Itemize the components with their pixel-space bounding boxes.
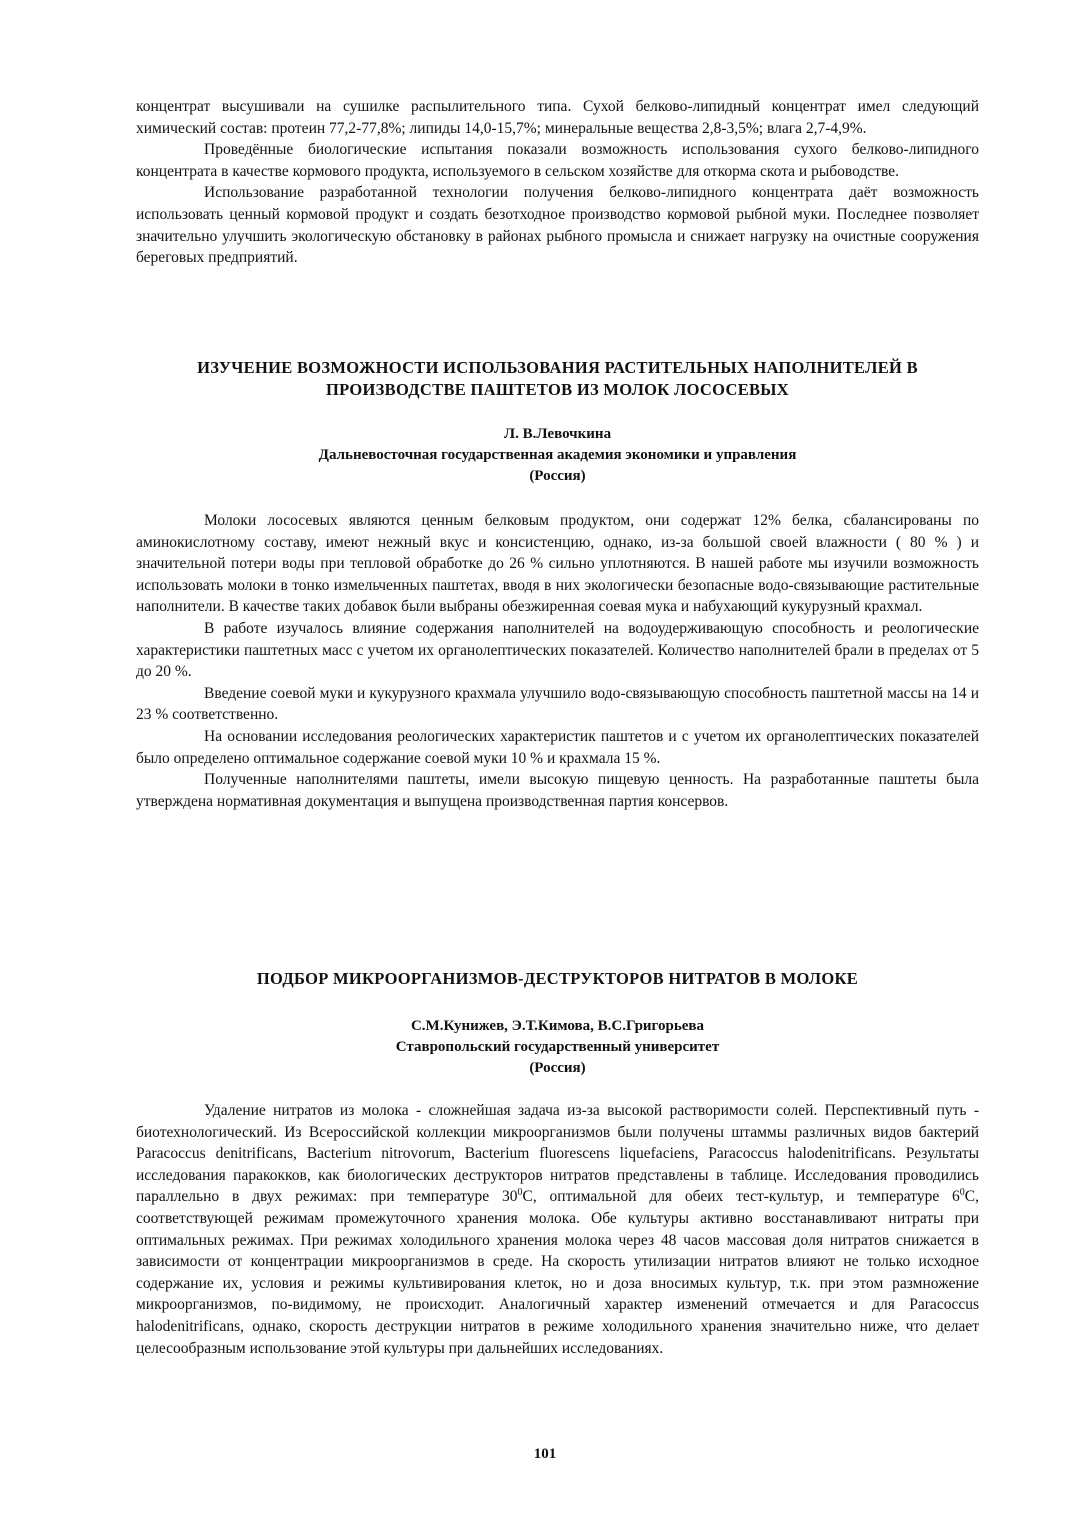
intro-paragraph-3: Использование разработанной технологии получения белково-липидного концентрата даёт возможность использовать ценный кормовой продукт и создать безотходное производство кормовой рыбной муки. Последнее позволяет значительно улучшить экологическую обстановку в районах рыбного промысла и снижает нагрузку на очистные сооружения береговых предприятий. xyxy=(136,184,979,267)
article1-paragraph-1: Молоки лососевых являются ценным белковым продуктом, они содержат 12% белка, сбалансированы по аминокислотному составу, имеют нежный вкус и консистенцию, однако, из-за большой своей влажности ( 80 % ) и значительной потери воды при тепловой обработке до 26 % сильно уплотняются. В нашей работе мы изучили возможность использовать молоки в тонко измельченных паштетах, вводя в них экологически безопасные водо-связывающие растительные наполнители. В качестве таких добавок были выбраны обезжиренная соевая мука и набухающий кукурузный крахмал. xyxy=(136,512,979,616)
article2-body xyxy=(136,1100,979,1359)
article2-country: (Россия) xyxy=(529,1060,586,1076)
intro-text-block xyxy=(136,96,979,269)
intro-paragraph-2: Проведённые биологические испытания показали возможность использования сухого белково-липидного концентрата в качестве кормового продукта, используемого в сельском хозяйстве для откорма скота и рыбоводстве. xyxy=(136,141,979,180)
intro-paragraph-1: концентрат высушивали на сушилке распылительного типа. Сухой белково-липидный концентрат имел следующий химический состав: протеин 77,2-77,8%; липиды 14,0-15,7%; минеральные вещества 2,8-3,5%; влага 2,7-4,9%. xyxy=(136,98,979,137)
article1-author: Л. В.Левочкина xyxy=(503,426,612,442)
article1-country: (Россия) xyxy=(529,468,586,484)
article2-authors: С.М.Кунижев, Э.Т.Кимова, В.С.Григорьева xyxy=(410,1018,705,1034)
degree-sign-1: 0 xyxy=(517,1187,523,1199)
article1-paragraph-4: На основании исследования реологических характеристик паштетов и с учетом их органолептических показателей было определено оптимальное содержание соевой муки 10 % и крахмала 15 %. xyxy=(136,727,979,767)
article1-affiliation: Дальневосточная государственная академия экономики и управления xyxy=(318,447,797,463)
article2-title: ПОДБОР МИКРООРГАНИЗМОВ-ДЕСТРУКТОРОВ НИТРАТОВ В МОЛОКЕ xyxy=(256,969,859,988)
degree-sign-2: 0 xyxy=(959,1187,965,1199)
article2-text-part-1: Удаление нитратов из молока - сложнейшая задача из-за высокой растворимости солей. Перспективный путь - биотехнологический. Из Всероссийской коллекции микроорганизмов были получены штаммы различных видов бактерий Paracoccus denitrificans, Bacterium nitrovorum, Bacterium fluorescens liquefaciens, Paracoccus halodenitrificans. Результаты исследования паракокков, как биологических деструкторов нитратов представлены в таблице. Исследования проводились параллельно в двух режимах: при температуре 30 xyxy=(136,1102,979,1206)
article2-text-part-2: С, оптимальной для обеих тест-культур, и температуре 6 xyxy=(522,1188,960,1206)
article2-paragraph-1 xyxy=(136,1100,979,1359)
article1-paragraph-2: В работе изучалось влияние содержания наполнителей на водоудерживающую способность и реологические характеристики паштетных масс с учетом их органолептических показателей. Количество наполнителей брали в пределах от 5 до 20 %. xyxy=(136,619,979,681)
article2-text-part-3: С, соответствующей режимам промежуточного хранения молока. Обе культуры активно восстанавливают нитраты при оптимальных режимах. При режимах холодильного хранения молока через 48 часов массовая доля нитратов снижается в зависимости от концентрации микроорганизмов в среде. На скорость утилизации нитратов влияют не только исходное содержание их, условия и режимы культивирования клеток, но и доза вносимых культур, т.к. при этом размножение микроорганизмов, по-видимому, не происходит. Аналогичный характер изменений отмечается и для Paracoccus halodenitrificans, однако, скорость деструкции нитратов в режиме холодильного хранения значительно ниже, что делает целесообразным использование этой культуры при дальнейших исследованиях. xyxy=(136,1188,979,1357)
article1-paragraph-5: Полученные наполнителями паштеты, имели высокую пищевую ценность. На разработанные паштеты была утверждена нормативная документация и выпущена производственная партия консервов. xyxy=(136,771,979,810)
article2-affiliation: Ставропольский государственный университет xyxy=(395,1039,720,1055)
article1-title-line2: ПРОИЗВОДСТВЕ ПАШТЕТОВ ИЗ МОЛОК ЛОСОСЕВЫХ xyxy=(325,380,790,399)
article1-body xyxy=(136,510,979,812)
article1-title-line1: ИЗУЧЕНИЕ ВОЗМОЖНОСТИ ИСПОЛЬЗОВАНИЯ РАСТИТЕЛЬНЫХ НАПОЛНИТЕЛЕЙ В xyxy=(197,358,918,377)
article1-paragraph-3: Введение соевой муки и кукурузного крахмала улучшило водо-связывающую способность паштетной массы на 14 и 23 % соответственно. xyxy=(136,684,979,724)
page-number: 101 xyxy=(533,1446,557,1462)
